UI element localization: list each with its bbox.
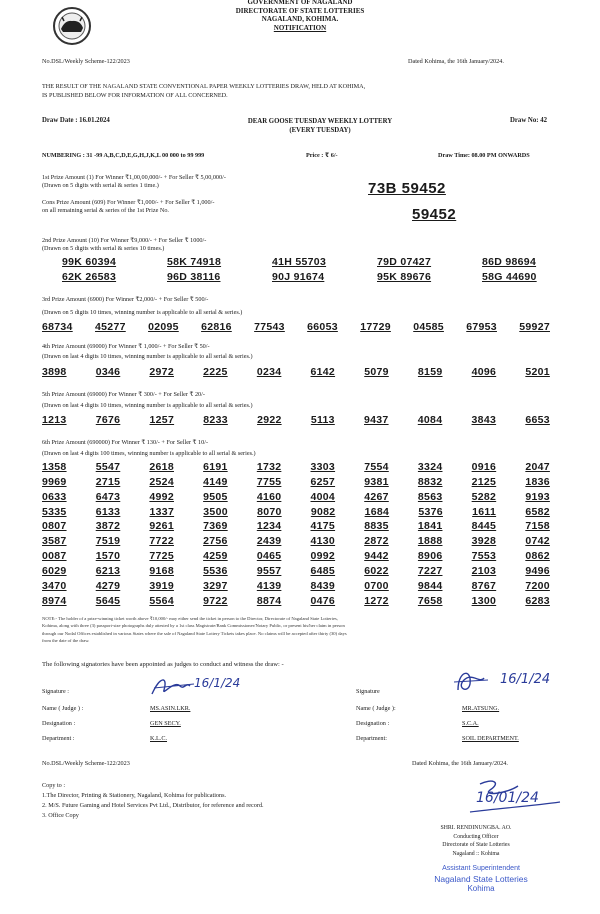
sixth-prize-number: 4279 bbox=[95, 579, 121, 592]
sixth-prize-number: 9505 bbox=[203, 490, 228, 503]
sixth-prize-number: 2439 bbox=[256, 535, 282, 548]
sixth-prize-number: 9496 bbox=[525, 564, 550, 577]
second-prize-number: 86D 98694 bbox=[482, 256, 537, 268]
judges-intro: The following signatories have been appointed as judges to conduct and witness the draw: - bbox=[42, 661, 284, 668]
judge2-sign-date: 16/1/24 bbox=[500, 672, 551, 687]
officer-place: Nagaland :: Kohima bbox=[452, 850, 500, 857]
sixth-prize-number: 5564 bbox=[149, 594, 174, 607]
official-stamp bbox=[396, 864, 566, 894]
fifth-prize-number: 2922 bbox=[257, 414, 282, 426]
second-prize-row-1 bbox=[62, 256, 554, 268]
sixth-prize-number: 8445 bbox=[471, 520, 497, 533]
sixth-prize-number: 2125 bbox=[471, 475, 497, 488]
sixth-prize-number: 8563 bbox=[417, 490, 443, 503]
sixth-prize-number: 9261 bbox=[149, 520, 174, 533]
header-govt: GOVERNMENT OF NAGALAND bbox=[247, 0, 353, 6]
sixth-prize-number: 8974 bbox=[42, 594, 67, 607]
sixth-prize-number: 7369 bbox=[203, 520, 228, 533]
cons-prize-desc: Cons Prize Amount (609) For Winner ₹1,000/- + For Seller ₹ 1,000/- bbox=[42, 199, 215, 206]
sixth-prize-number: 3872 bbox=[95, 520, 121, 533]
sixth-prize-number: 5376 bbox=[418, 505, 443, 518]
sixth-prize-number: 1732 bbox=[256, 461, 282, 473]
sixth-prize-row bbox=[42, 520, 550, 532]
sixth-prize-number: 8832 bbox=[417, 475, 443, 488]
fifth-prize-desc: 5th Prize Amount (69000) For Winner ₹ 300/- + For Seller ₹ 20/- bbox=[42, 391, 205, 398]
sixth-prize-number: 3919 bbox=[149, 579, 174, 592]
fourth-prize-number: 5201 bbox=[525, 366, 550, 378]
sixth-prize-number: 6213 bbox=[95, 564, 121, 577]
state-emblem-logo bbox=[52, 6, 92, 46]
cons-prize-number: 59452 bbox=[412, 206, 457, 223]
sixth-prize-row bbox=[42, 491, 550, 503]
stamp-line: Assistant Superintendent bbox=[442, 865, 520, 872]
sixth-prize-number: 5547 bbox=[95, 461, 121, 473]
sixth-prize-number: 5282 bbox=[471, 490, 497, 503]
sixth-prize-number: 0476 bbox=[310, 594, 336, 607]
sixth-prize-row bbox=[42, 476, 550, 488]
intro-line-1: THE RESULT OF THE NAGALAND STATE CONVENTIONAL PAPER WEEKLY LOTTERIES DRAW, HELD AT KOHIMA, bbox=[42, 83, 366, 90]
sixth-prize-number: 0742 bbox=[525, 535, 550, 548]
judge1-department: K.L.C. bbox=[150, 735, 168, 742]
sixth-prize-number: 6485 bbox=[310, 564, 336, 577]
sixth-prize-number: 1611 bbox=[472, 505, 497, 518]
sixth-prize-number: 1358 bbox=[42, 461, 67, 473]
ticket-price: Price : ₹ 6/- bbox=[306, 152, 338, 159]
judge1-name: MS.ASIN.LKR. bbox=[150, 705, 191, 712]
sixth-prize-number: 7658 bbox=[417, 594, 443, 607]
sixth-prize-number: 9082 bbox=[310, 505, 336, 518]
sixth-prize-number: 0992 bbox=[310, 550, 336, 563]
sixth-prize-row bbox=[42, 506, 550, 518]
sixth-prize-row bbox=[42, 550, 550, 562]
sixth-prize-number: 4992 bbox=[149, 490, 174, 503]
header-notification: NOTIFICATION bbox=[273, 23, 327, 32]
sixth-prize-row bbox=[42, 595, 550, 607]
fourth-prize-row bbox=[42, 366, 550, 378]
second-prize-note: (Drawn on 5 digits with serial & series 10 times.) bbox=[42, 245, 165, 252]
fifth-prize-number: 1257 bbox=[149, 414, 175, 426]
draw-date: Draw Date : 16.01.2024 bbox=[42, 117, 110, 124]
fourth-prize-number: 0346 bbox=[95, 366, 121, 378]
sixth-prize-number: 7554 bbox=[364, 461, 389, 473]
sixth-prize-number: 9844 bbox=[417, 579, 443, 592]
copy-item: 1.The Director, Printing & Stationery, Nagaland, Kohima for publications. bbox=[42, 792, 227, 799]
judge1-name-label: Name ( Judge ) : bbox=[42, 705, 84, 712]
sixth-prize-number: 0916 bbox=[471, 461, 497, 473]
sixth-prize-number: 6029 bbox=[42, 564, 67, 577]
sixth-prize-number: 4267 bbox=[364, 490, 389, 503]
sixth-prize-row bbox=[42, 580, 550, 592]
sixth-prize-number: 5645 bbox=[95, 594, 121, 607]
sixth-prize-number: 8906 bbox=[417, 550, 443, 563]
second-prize-desc: 2nd Prize Amount (10) For Winner ₹9,000/- + For Seller ₹ 1000/- bbox=[42, 237, 207, 244]
fourth-prize-note: (Drawn on last 4 digits 10 times, winning number is applicable to all serial & series.) bbox=[42, 353, 253, 360]
judge2-signature-label: Signature bbox=[356, 688, 380, 695]
fifth-prize-row bbox=[42, 414, 550, 426]
sixth-prize-number: 7755 bbox=[256, 475, 282, 488]
second-prize-number: 58G 44690 bbox=[482, 271, 537, 283]
sixth-prize-number: 6473 bbox=[95, 490, 121, 503]
sixth-prize-number: 9168 bbox=[149, 564, 174, 577]
sixth-prize-number: 6283 bbox=[525, 594, 550, 607]
sixth-prize-number: 5536 bbox=[203, 564, 228, 577]
fifth-prize-number: 5113 bbox=[310, 414, 335, 426]
fifth-prize-number: 1213 bbox=[42, 414, 67, 426]
judge1-signature-label: Signature : bbox=[42, 688, 69, 695]
sixth-prize-number: 9557 bbox=[256, 564, 282, 577]
sixth-prize-number: 9442 bbox=[364, 550, 389, 563]
third-prize-number: 77543 bbox=[254, 321, 285, 333]
sixth-prize-number: 6022 bbox=[364, 564, 389, 577]
sixth-prize-row bbox=[42, 535, 550, 547]
sixth-prize-number: 7200 bbox=[525, 579, 550, 592]
claim-note-line: through our Nodal Offices established in various States where the sale of Nagaland State Lottery Tickets takes place. No claims will be accepted after thirty (30) days bbox=[42, 630, 347, 636]
fourth-prize-number: 5079 bbox=[364, 366, 389, 378]
claim-note bbox=[42, 615, 558, 645]
lottery-subtitle: (EVERY TUESDAY) bbox=[289, 127, 351, 134]
second-prize-number: 99K 60394 bbox=[62, 256, 117, 268]
fourth-prize-number: 2972 bbox=[149, 366, 174, 378]
sixth-prize-number: 1888 bbox=[417, 535, 443, 548]
header-directorate: DIRECTORATE OF STATE LOTTERIES bbox=[235, 6, 365, 15]
sixth-prize-number: 8439 bbox=[310, 579, 336, 592]
sixth-prize-number: 2103 bbox=[471, 564, 497, 577]
fourth-prize-number: 8159 bbox=[417, 366, 443, 378]
sixth-prize-row bbox=[42, 565, 550, 577]
fourth-prize-number: 6142 bbox=[310, 366, 336, 378]
sixth-prize-number: 7519 bbox=[95, 535, 121, 548]
officer-sign-date: 16/01/24 bbox=[476, 790, 539, 806]
sixth-prize-number: 1684 bbox=[364, 505, 390, 518]
second-prize-number: 90J 91674 bbox=[272, 271, 325, 283]
sixth-prize-desc: 6th Prize Amount (690000) For Winner ₹ 130/- + For Seller ₹ 10/- bbox=[42, 439, 209, 446]
sixth-prize-number: 2715 bbox=[95, 475, 121, 488]
sixth-prize-number: 6133 bbox=[95, 505, 121, 518]
fifth-prize-number: 3843 bbox=[471, 414, 497, 426]
sixth-prize-number: 2047 bbox=[525, 461, 550, 473]
sixth-prize-number: 0087 bbox=[42, 550, 67, 563]
third-prize-desc: 3rd Prize Amount (6900) For Winner ₹2,000/- + For Seller ₹ 500/- bbox=[42, 296, 209, 303]
judge2-signature bbox=[452, 664, 567, 698]
sixth-prize-number: 8767 bbox=[471, 579, 497, 592]
second-prize-number: 95K 89676 bbox=[377, 271, 432, 283]
sixth-prize-number: 1337 bbox=[149, 505, 175, 518]
sixth-prize-number: 9193 bbox=[525, 490, 550, 503]
sixth-prize-number: 2756 bbox=[203, 535, 228, 548]
first-prize-number: 73B 59452 bbox=[368, 180, 446, 197]
sixth-prize-number: 1272 bbox=[364, 594, 389, 607]
officer-block bbox=[406, 824, 546, 858]
sixth-prize-number: 0862 bbox=[525, 550, 550, 563]
judge1-signature bbox=[150, 672, 245, 700]
ref2-number: No.DSL/Weekly Scheme-122/2023 bbox=[42, 760, 130, 767]
sixth-prize-number: 7158 bbox=[525, 520, 550, 533]
stamp-line: Kohima bbox=[467, 884, 495, 893]
sixth-prize-number: 8835 bbox=[364, 520, 389, 533]
intro-line-2: IS PUBLISHED BELOW FOR INFORMATION OF ALL CONCERNED. bbox=[42, 92, 228, 99]
copy-item: 3. Office Copy bbox=[42, 812, 79, 819]
lottery-title: DEAR GOOSE TUESDAY WEEKLY LOTTERY bbox=[247, 118, 393, 125]
sixth-prize-number: 7553 bbox=[471, 550, 497, 563]
sixth-prize-number: 6582 bbox=[525, 505, 550, 518]
sixth-prize-number: 3928 bbox=[471, 535, 497, 548]
stamp-line: Nagaland State Lotteries bbox=[434, 874, 528, 884]
fourth-prize-number: 0234 bbox=[256, 366, 282, 378]
judge2-department-label: Department: bbox=[356, 735, 387, 742]
sixth-prize-number: 2872 bbox=[364, 535, 389, 548]
first-prize-desc: 1st Prize Amount (1) For Winner ₹1,00,00,000/- + For Seller ₹ 5,00,000/- bbox=[42, 174, 226, 181]
third-prize-number: 68734 bbox=[42, 321, 73, 333]
third-prize-number: 59927 bbox=[519, 321, 550, 333]
judge2-designation: S.C.A. bbox=[462, 720, 479, 727]
sixth-prize-number: 6257 bbox=[310, 475, 336, 488]
third-prize-number: 04585 bbox=[413, 321, 444, 333]
sixth-prize-number: 0700 bbox=[364, 579, 389, 592]
sixth-prize-number: 4130 bbox=[310, 535, 336, 548]
sixth-prize-number: 4149 bbox=[203, 475, 228, 488]
fifth-prize-number: 6653 bbox=[525, 414, 550, 426]
draw-number: Draw No: 42 bbox=[510, 117, 547, 124]
sixth-prize-number: 0807 bbox=[42, 520, 67, 533]
sixth-prize-number: 5335 bbox=[42, 505, 67, 518]
fourth-prize-number: 2225 bbox=[203, 366, 228, 378]
judge2-name-label: Name ( Judge ): bbox=[356, 705, 396, 712]
third-prize-number: 45277 bbox=[95, 321, 126, 333]
sixth-prize-number: 4160 bbox=[256, 490, 282, 503]
third-prize-note: (Drawn on 5 digits 10 times, winning number is applicable to all serial & series.) bbox=[42, 309, 243, 316]
fifth-prize-number: 4084 bbox=[417, 414, 443, 426]
sixth-prize-number: 7725 bbox=[149, 550, 174, 563]
third-prize-number: 02095 bbox=[148, 321, 179, 333]
officer-org: Directorate of State Lotteries bbox=[442, 842, 510, 849]
fifth-prize-number: 7676 bbox=[95, 414, 121, 426]
sixth-prize-number: 3297 bbox=[203, 579, 228, 592]
ref2-date: Dated Kohima, the 16th January/2024. bbox=[412, 760, 508, 767]
sixth-prize-number: 8874 bbox=[256, 594, 282, 607]
officer-name: SHRI. RENDINUNGBA. AO. bbox=[440, 825, 512, 831]
header-place: NAGALAND, KOHIMA. bbox=[261, 15, 339, 24]
copy-to-heading: Copy to : bbox=[42, 782, 66, 789]
ref-number: No.DSL/Weekly Scheme-122/2023 bbox=[42, 58, 130, 65]
third-prize-number: 17729 bbox=[360, 321, 391, 333]
sixth-prize-number: 1300 bbox=[471, 594, 497, 607]
sixth-prize-number: 1841 bbox=[417, 520, 443, 533]
sixth-prize-number: 3500 bbox=[203, 505, 228, 518]
judge2-department: SOIL DEPARTMENT. bbox=[462, 735, 519, 742]
fifth-prize-number: 8233 bbox=[203, 414, 228, 426]
claim-note-line: from the date of the draw. bbox=[42, 638, 90, 644]
ref-date: Dated Kohima, the 16th January/2024. bbox=[408, 58, 504, 65]
sixth-prize-number: 7722 bbox=[149, 535, 174, 548]
sixth-prize-number: 6191 bbox=[203, 461, 228, 473]
third-prize-number: 66053 bbox=[307, 321, 338, 333]
first-prize-note: (Drawn on 5 digits with serial & series 1 time.) bbox=[42, 182, 159, 189]
officer-signature bbox=[462, 776, 562, 816]
judge1-designation: GEN SECY. bbox=[150, 720, 181, 727]
second-prize-number: 41H 55703 bbox=[272, 256, 327, 268]
judge1-department-label: Department : bbox=[42, 735, 75, 742]
third-prize-row bbox=[42, 321, 550, 333]
fifth-prize-number: 9437 bbox=[364, 414, 389, 426]
sixth-prize-number: 0465 bbox=[256, 550, 282, 563]
fourth-prize-desc: 4th Prize Amount (69000) For Winner ₹ 1,000/- + For Seller ₹ 50/- bbox=[42, 343, 210, 350]
sixth-prize-number: 3587 bbox=[42, 535, 67, 548]
sixth-prize-number: 9722 bbox=[203, 594, 228, 607]
judge1-sign-date: 16/1/24 bbox=[194, 676, 241, 690]
judge1-designation-label: Designation : bbox=[42, 720, 76, 727]
third-prize-number: 67953 bbox=[466, 321, 497, 333]
cons-prize-note: on all remaining serial & series of the 1st Prize No. bbox=[42, 207, 169, 214]
sixth-prize-number: 2524 bbox=[149, 475, 174, 488]
sixth-prize-number: 1836 bbox=[525, 475, 550, 488]
second-prize-number: 62K 26583 bbox=[62, 271, 117, 283]
sixth-prize-number: 3324 bbox=[417, 461, 443, 473]
sixth-prize-number: 7227 bbox=[417, 564, 443, 577]
second-prize-number: 58K 74918 bbox=[167, 256, 222, 268]
claim-note-line: NOTE:- The holder of a prize-winning ticket worth above ₹10,000/- may either send the ticket in person to the Director, Directorate of Nagaland State Lotteries, bbox=[42, 616, 338, 621]
fourth-prize-number: 3898 bbox=[42, 366, 67, 378]
numbering: NUMBERING : 31 -99 A,B,C,D,E,G,H,J,K,L 00 000 to 99 999 bbox=[42, 152, 205, 159]
sixth-prize-number: 2618 bbox=[149, 461, 174, 473]
sixth-prize-number: 8070 bbox=[257, 505, 282, 518]
fifth-prize-note: (Drawn on last 4 digits 10 times, winning number is applicable to all serial & series.) bbox=[42, 402, 253, 409]
sixth-prize-number: 3303 bbox=[310, 461, 336, 473]
sixth-prize-number: 9381 bbox=[364, 475, 389, 488]
sixth-prize-number: 4004 bbox=[310, 490, 336, 503]
copy-item: 2. M/S. Future Gaming and Hotel Services Pvt Ltd., Distributor, for reference and record. bbox=[42, 802, 264, 809]
sixth-prize-number: 4259 bbox=[203, 550, 228, 563]
sixth-prize-note: (Drawn on last 4 digits 100 times, winning number is applicable to all serial & series.) bbox=[42, 450, 256, 457]
judge2-name: MR.ATSUNG. bbox=[462, 705, 500, 712]
sixth-prize-number: 3470 bbox=[42, 579, 67, 592]
sixth-prize-number: 4175 bbox=[310, 520, 336, 533]
draw-time: Draw Time: 08.00 PM ONWARDS bbox=[438, 152, 530, 159]
third-prize-number: 62816 bbox=[201, 321, 232, 333]
officer-title: Conducting Officer bbox=[453, 833, 499, 840]
sixth-prize-number: 4139 bbox=[256, 579, 282, 592]
fourth-prize-number: 4096 bbox=[471, 366, 497, 378]
sixth-prize-row bbox=[42, 461, 550, 473]
second-prize-number: 96D 38116 bbox=[167, 271, 221, 283]
sixth-prize-number: 0633 bbox=[42, 490, 67, 503]
judge2-designation-label: Designation : bbox=[356, 720, 390, 727]
sixth-prize-number: 9969 bbox=[42, 475, 67, 488]
sixth-prize-number: 1234 bbox=[256, 520, 282, 533]
second-prize-row-2 bbox=[62, 271, 554, 283]
sixth-prize-number: 1570 bbox=[95, 550, 121, 563]
second-prize-number: 79D 07427 bbox=[377, 256, 432, 268]
claim-note-line: Kohima, along with three (3) passport-size photographs duly attested by a 1st class Magistrate/Bank Commissioner/Notary Public, or present his/her claim in person bbox=[42, 623, 345, 629]
